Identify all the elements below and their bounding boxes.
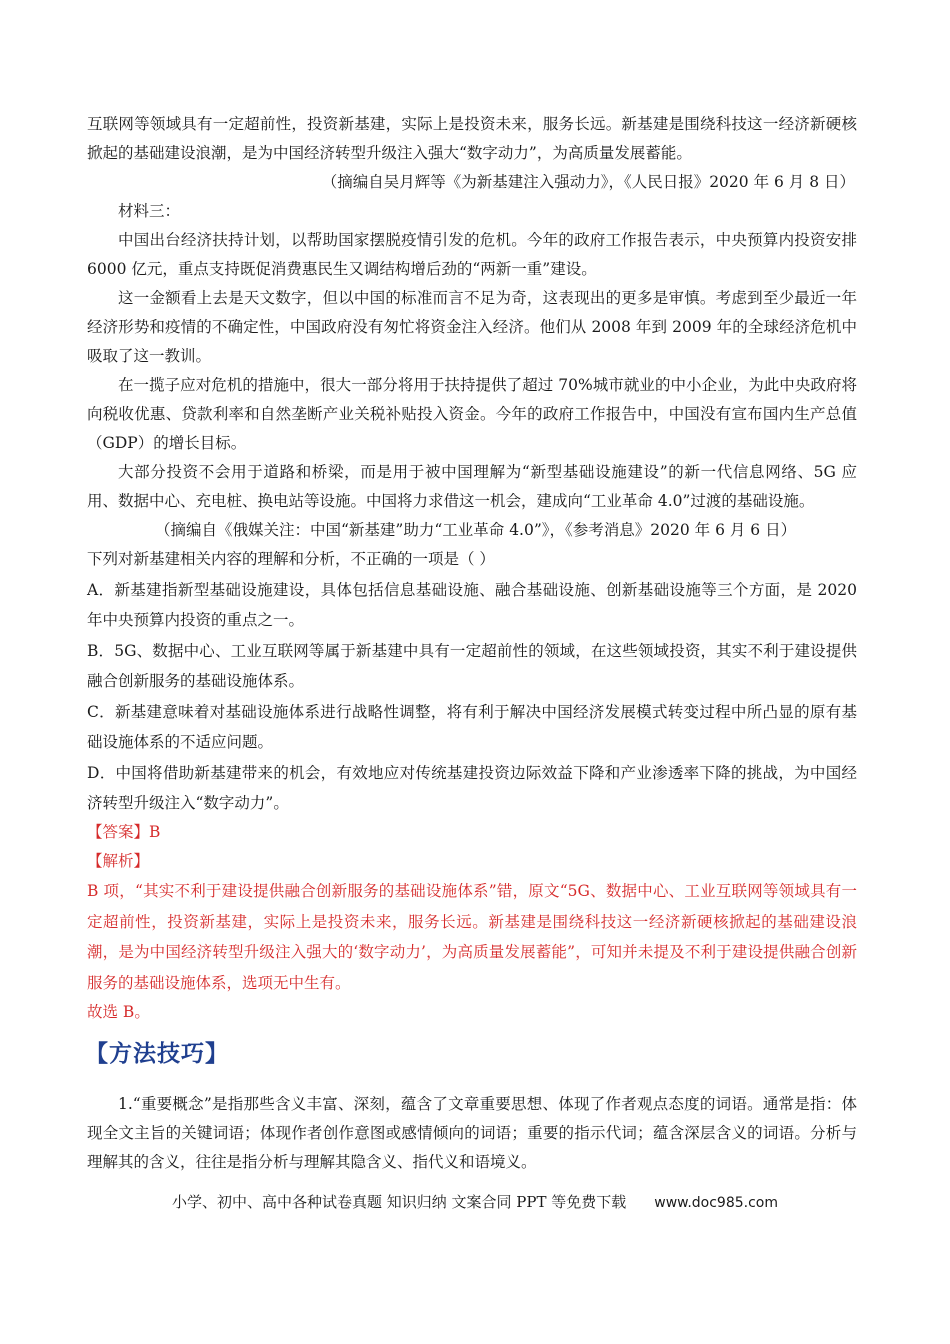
option-d: D．中国将借助新基建带来的机会，有效地应对传统基建投资边际效益下降和产业渗透率下降的挑战，为中国经济转型升级注入“数字动力”。	[87, 764, 857, 812]
method-title: 【方法技巧】	[85, 1040, 229, 1067]
material-three-source: （摘编自《俄媒关注：中国“新基建”助力“工业革命 4.0”》，《参考消息》2020 年 6 月 6 日）	[155, 521, 797, 539]
answer-label: 【答案】	[87, 823, 150, 841]
analysis-conclusion: 故选 B。	[87, 1003, 150, 1021]
question-stem: 下列对新基建相关内容的理解和分析，不正确的一项是（ ）	[87, 550, 495, 568]
material-three-heading: 材料三：	[118, 202, 181, 220]
answer-value: B	[149, 823, 161, 841]
option-b: B．5G、数据中心、工业互联网等属于新基建中具有一定超前性的领域，在这些领域投资，其实不利于建设提供融合创新服务的基础设施体系。	[87, 642, 857, 690]
option-a: A．新基建指新型基础设施建设，具体包括信息基础设施、融合基础设施、创新基础设施等三个方面，是 2020 年中央预算内投资的重点之一。	[87, 581, 857, 629]
method-paragraph: 1.“重要概念”是指那些含义丰富、深刻，蕴含了文章重要思想、体现了作者观点态度的词语。通常是指：体现全文主旨的关键词语；体现作者创作意图或感情倾向的词语；重要的指示代词；蕴含深层含义的词语。分析与理解其的含义，往往是指分析与理解其隐含义、指代义和语境义。	[87, 1095, 857, 1171]
material-three-paragraph-3: 在一揽子应对危机的措施中，很大一部分将用于扶持提供了超过 70%城市就业的中小企业，为此中央政府将向税收优惠、贷款利率和自然垄断产业关税补贴投入资金。今年的政府工作报告中，中国没有宣布国内生产总值（GDP）的增长目标。	[87, 376, 857, 452]
document-page	[87, 110, 857, 1177]
footer-url[interactable]: www.doc985.com	[654, 1195, 778, 1211]
footer-text: 小学、初中、高中各种试卷真题 知识归纳 文案合同 PPT 等免费下载	[171, 1193, 627, 1211]
material-two-paragraph: 互联网等领域具有一定超前性，投资新基建，实际上是投资未来，服务长远。新基建是围绕科技这一经济新硬核掀起的基础建设浪潮，是为中国经济转型升级注入强大“数字动力”，为高质量发展蓄能。	[87, 115, 857, 162]
option-c: C．新基建意味着对基础设施体系进行战略性调整，将有利于解决中国经济发展模式转变过程中所凸显的原有基础设施体系的不适应问题。	[87, 703, 857, 751]
answer-line	[87, 818, 857, 847]
analysis-text: B 项，“其实不利于建设提供融合创新服务的基础设施体系”错，原文“5G、数据中心、工业互联网等领域具有一定超前性，投资新基建，实际上是投资未来，服务长远。新基建是围绕科技这一经济新硬核掀起的基础建设浪潮，是为中国经济转型升级注入强大的‘数字动力’，为高质量发展蓄能”，可知并未提及不利于建设提供融合创新服务的基础设施体系，选项无中生有。	[87, 882, 857, 992]
material-two-source: （摘编自吴月辉等《为新基建注入强动力》，《人民日报》2020 年 6 月 8 日）	[321, 173, 855, 191]
material-three-paragraph-1: 中国出台经济扶持计划，以帮助国家摆脱疫情引发的危机。今年的政府工作报告表示，中央预算内投资安排 6000 亿元，重点支持既促消费惠民生又调结构增后劲的“两新一重”建设。	[87, 231, 857, 278]
page-footer	[0, 1191, 950, 1212]
material-three-paragraph-4: 大部分投资不会用于道路和桥梁，而是用于被中国理解为“新型基础设施建设”的新一代信息网络、5G 应用、数据中心、充电桩、换电站等设施。中国将力求借这一机会，建成向“工业革命 4.0”过渡的基础设施。	[87, 463, 857, 510]
analysis-label: 【解析】	[87, 852, 150, 870]
material-three-paragraph-2: 这一金额看上去是天文数字，但以中国的标准而言不足为奇，这表现出的更多是审慎。考虑到至少最近一年经济形势和疫情的不确定性，中国政府没有匆忙将资金注入经济。他们从 2008 年到 2009 年的全球经济危机中吸取了这一教训。	[87, 289, 857, 365]
